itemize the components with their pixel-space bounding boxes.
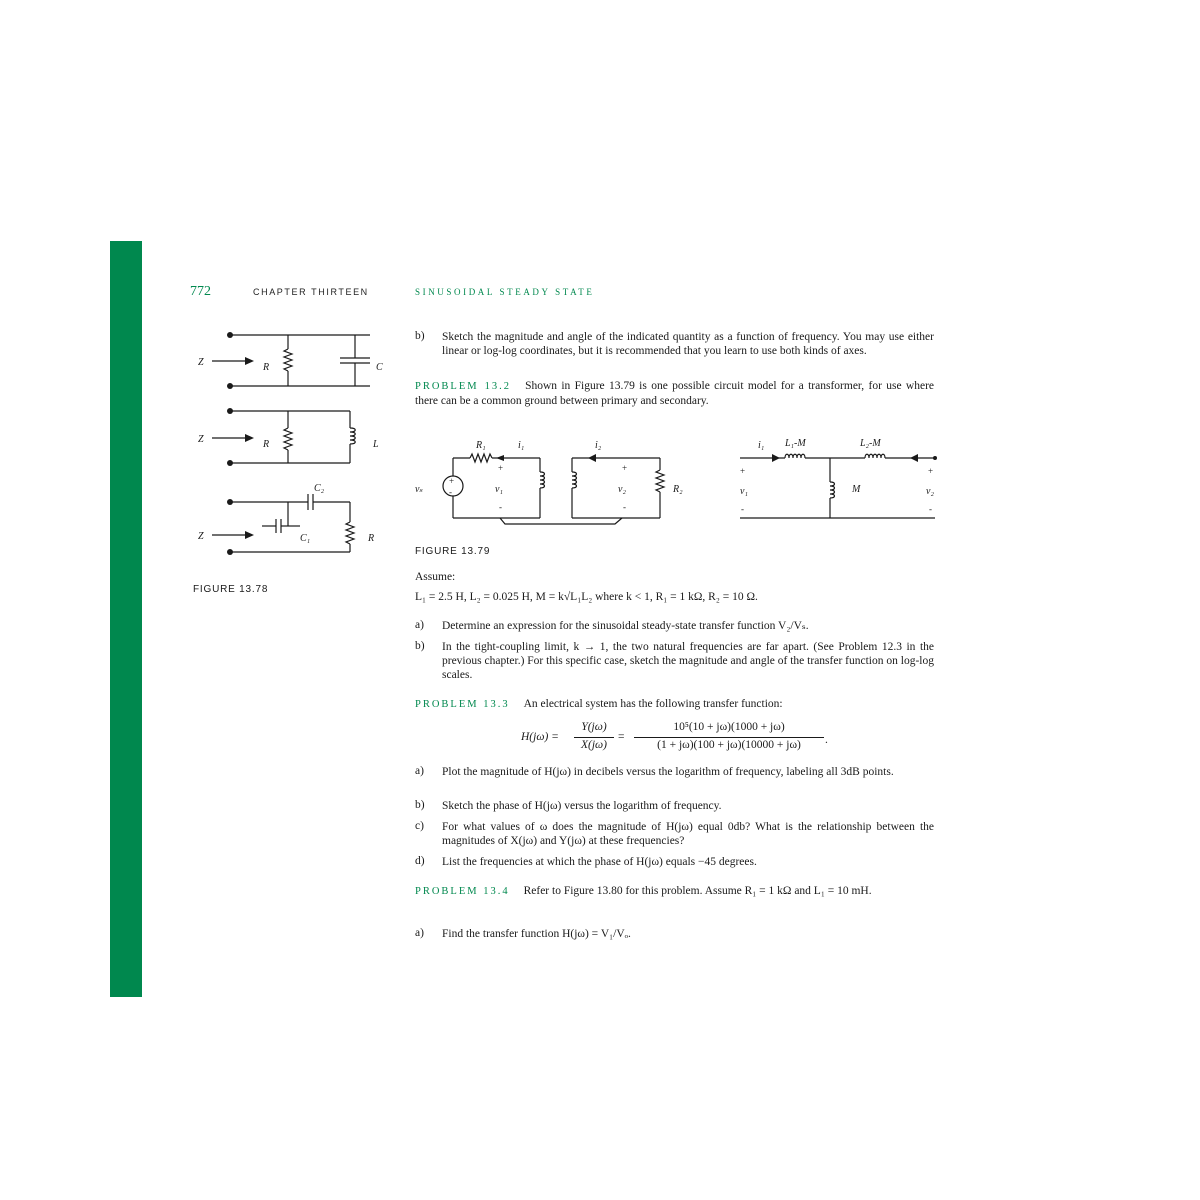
m-label: M [852, 484, 861, 495]
prob1-b-label: b) [415, 330, 425, 342]
z-label-3: Z [198, 531, 204, 542]
prob4-a-text: Find the transfer function H(jω) = V₁/Vₒ. [442, 928, 631, 940]
figure-13-79 [390, 430, 950, 530]
v2-plus: + [622, 463, 628, 473]
eq-num1: Y(jω) [581, 721, 607, 733]
z-label-1: Z [198, 357, 204, 368]
c1-label-3: C₁ [300, 533, 311, 544]
i1-right-label: i₁ [758, 440, 765, 451]
figure-13-78 [190, 325, 390, 565]
page-number: 772 [190, 284, 211, 299]
prob3-intro: An electrical system has the following transfer function: [523, 698, 783, 710]
eq-equals: = [618, 731, 625, 743]
prob3-a-text: Plot the magnitude of H(jω) in decibels versus the logarithm of frequency, labeling all 3dB points. [442, 766, 894, 778]
prob2-intro-block [415, 379, 934, 408]
l-label-2: L [373, 439, 379, 450]
eq-num2: 10⁵(10 + jω)(1000 + jω) [673, 721, 785, 733]
prob3-d-text: List the frequencies at which the phase of H(jω) equals −45 degrees. [442, 856, 757, 868]
eq-lhs: H(jω) = [521, 731, 559, 743]
section-title: SINUSOIDAL STEADY STATE [415, 287, 595, 297]
figure-13-78-caption: FIGURE 13.78 [193, 584, 269, 595]
prob2-b-text: In the tight-coupling limit, k → 1, the two natural frequencies are far apart. (See Problem 12.3 in the previous chapter.) For this specific case, sketch the magnitude and angle of the transfer function on log-log scales. [442, 641, 934, 681]
prob3-intro-block [415, 697, 934, 712]
v1-right-plus: + [740, 466, 746, 476]
prob2-a-label: a) [415, 619, 424, 631]
eq-end: . [825, 734, 828, 746]
prob4-a-label: a) [415, 927, 424, 939]
r-label-3: R [368, 533, 375, 544]
figure-13-79-caption: FIGURE 13.79 [415, 546, 491, 557]
v2-right-minus: - [929, 504, 932, 514]
r-label-2: R [263, 439, 270, 450]
vs-plus: + [449, 476, 455, 486]
c2-label-3: C₂ [314, 483, 325, 494]
eq-fraction-bar-2 [634, 737, 824, 738]
page-header [190, 284, 950, 304]
v1-plus: + [498, 463, 504, 473]
prob4-intro: Refer to Figure 13.80 for this problem. Assume R₁ = 1 kΩ and L₁ = 10 mH. [523, 885, 872, 897]
i1-label: i₁ [518, 440, 525, 451]
v2-right-label: v₂ [926, 486, 934, 497]
prob2-a-text: Determine an expression for the sinusoidal steady-state transfer function V₂/Vₛ. [442, 620, 809, 632]
prob4-intro-block [415, 884, 934, 899]
i2-label: i₂ [595, 440, 602, 451]
prob2-values: L₁ = 2.5 H, L₂ = 0.025 H, M = k√L₁L₂ where k < 1, R₁ = 1 kΩ, R₂ = 10 Ω. [415, 591, 758, 603]
r2-label: R₂ [673, 484, 683, 495]
prob2-intro: Shown in Figure 13.79 is one possible circuit model for a transformer, for use where there can be a common ground between primary and secondary. [415, 380, 934, 407]
prob3-title: PROBLEM 13.3 [415, 699, 510, 710]
eq-den2: (1 + jω)(100 + jω)(10000 + jω) [657, 739, 801, 751]
prob2-assume: Assume: [415, 571, 456, 583]
v1-right-label: v₁ [740, 486, 748, 497]
eq-fraction-bar-1 [574, 737, 614, 738]
prob3-a-label: a) [415, 765, 424, 777]
chapter-title: CHAPTER THIRTEEN [253, 287, 369, 297]
v1-label: v₁ [495, 484, 503, 495]
v1-right-minus: - [741, 504, 744, 514]
l2m-label: L₂-M [860, 438, 881, 449]
v2-right-plus: + [928, 466, 934, 476]
prob3-c-label: c) [415, 820, 424, 832]
r-label-1: R [263, 362, 270, 373]
prob2-b-label: b) [415, 640, 425, 652]
eq-den1: X(jω) [581, 739, 607, 751]
prob3-b-text: Sketch the phase of H(jω) versus the logarithm of frequency. [442, 800, 722, 812]
vs-label: vₛ [415, 484, 423, 495]
v2-minus: - [623, 502, 626, 512]
prob3-d-label: d) [415, 855, 425, 867]
prob3-c-text: For what values of ω does the magnitude of H(jω) equal 0db? What is the relationship between the magnitudes of X(jω) and Y(jω) at these frequencies? [442, 821, 934, 847]
c-label-1: C [376, 362, 383, 373]
z-label-2: Z [198, 434, 204, 445]
r1-label: R₁ [476, 440, 486, 451]
v2-label: v₂ [618, 484, 626, 495]
vs-minus: - [449, 487, 452, 497]
side-color-bar [110, 241, 142, 997]
prob4-title: PROBLEM 13.4 [415, 886, 510, 897]
l1m-label: L₁-M [785, 438, 806, 449]
prob2-title: PROBLEM 13.2 [415, 381, 512, 392]
prob3-b-label: b) [415, 799, 425, 811]
prob1-b-text: Sketch the magnitude and angle of the indicated quantity as a function of frequency. You may use either linear or log-log coordinates, but it is recommended that you learn to use both kinds of axes. [442, 331, 934, 357]
v1-minus: - [499, 502, 502, 512]
